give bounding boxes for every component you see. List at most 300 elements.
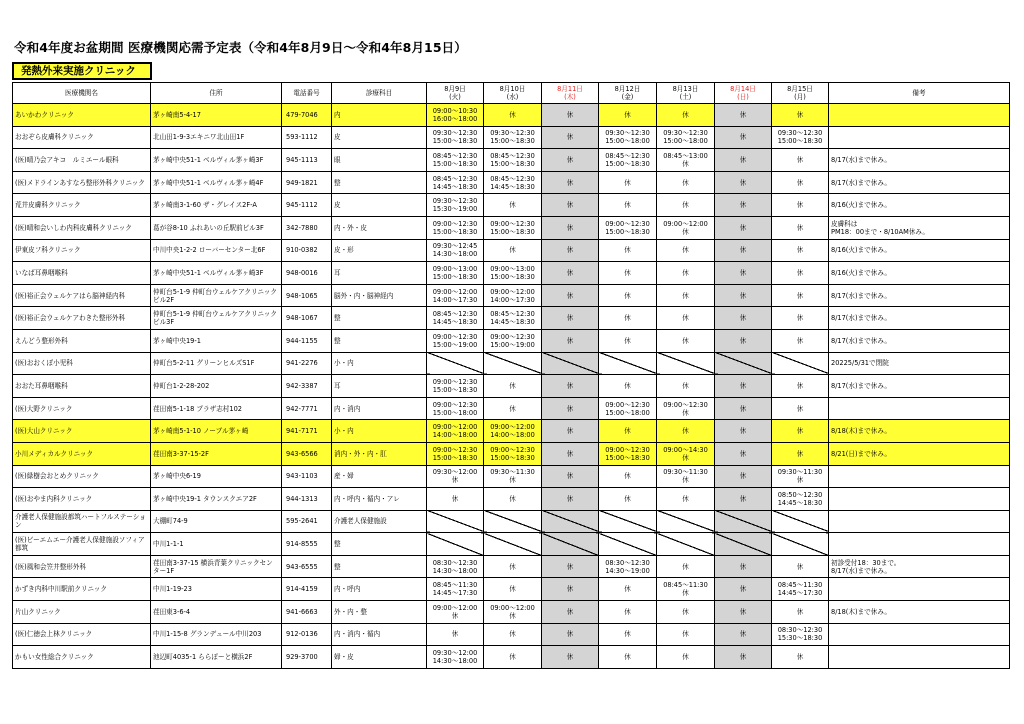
clinic-address: 茅ヶ崎中央51-1 ベルヴィル茅ヶ崎3F: [151, 262, 282, 285]
clinic-note: [829, 488, 1010, 511]
table-row: [13, 149, 1010, 172]
clinic-address: 茅ヶ崎南5-1-10 ノーブル茅ヶ崎: [151, 420, 282, 443]
day-hours: 休: [715, 126, 772, 149]
clinic-dept: 脳外・内・脳神経内: [332, 284, 427, 307]
day-hours: [427, 533, 484, 556]
day-hours: 休: [772, 420, 829, 443]
clinic-note: 8/18(木)まで休み。: [829, 420, 1010, 443]
day-hours: 休: [542, 488, 599, 511]
day-hours: 09:30～11:30 休: [484, 465, 542, 488]
day-hours: 休: [484, 488, 542, 511]
day-hours: 休: [715, 329, 772, 352]
day-hours: 09:30～12:45 14:30～18:00: [427, 239, 484, 262]
day-hours: 休: [657, 555, 715, 578]
day-hours: 休: [542, 601, 599, 624]
day-hours: 休: [657, 329, 715, 352]
clinic-address: 中川1-15-8 グランデュール中川203: [151, 623, 282, 646]
table-row: [13, 126, 1010, 149]
clinic-dept: 介護老人保健施設: [332, 510, 427, 533]
clinic-name: 伊東皮フ科クリニック: [13, 239, 151, 262]
clinic-note: 8/17(水)まで休み。: [829, 284, 1010, 307]
day-hours: [484, 533, 542, 556]
day-hours: 休: [427, 623, 484, 646]
day-hours: 休: [542, 284, 599, 307]
table-row: [13, 216, 1010, 239]
day-hours: 休: [484, 397, 542, 420]
day-hours: 休: [657, 623, 715, 646]
header-row: [13, 83, 1010, 104]
clinic-address: 仲町台1-2-28-202: [151, 375, 282, 398]
clinic-address: 仲町台5-1-9 仲町台ウェルケアクリニックビル2F: [151, 284, 282, 307]
clinic-name: えんどう整形外科: [13, 329, 151, 352]
day-hours: 休: [715, 375, 772, 398]
clinic-note: 8/18(木)まで休み。: [829, 601, 1010, 624]
header-day: 8月9日 (火): [427, 83, 484, 104]
day-hours: 09:00～12:30 15:00～19:00: [427, 329, 484, 352]
clinic-name: おおぞら皮膚科クリニック: [13, 126, 151, 149]
day-hours: [542, 533, 599, 556]
table-row: [13, 442, 1010, 465]
clinic-note: 8/17(水)まで休み。: [829, 375, 1010, 398]
day-hours: 休: [599, 239, 657, 262]
day-hours: 休: [542, 623, 599, 646]
clinic-tel: 943-1103: [282, 465, 332, 488]
day-hours: 休: [484, 104, 542, 127]
clinic-name: 荒井皮膚科クリニック: [13, 194, 151, 217]
day-hours: [542, 510, 599, 533]
clinic-address: 仲町台5-1-9 仲町台ウェルケアクリニックビル3F: [151, 307, 282, 330]
clinic-note: 初診受付18：30まで。 8/17(水)まで休み。: [829, 555, 1010, 578]
day-hours: 休: [484, 623, 542, 646]
day-hours: 08:45～12:30 14:45～18:30: [427, 307, 484, 330]
day-hours: 休: [484, 375, 542, 398]
day-hours: 休: [715, 104, 772, 127]
day-hours: 休: [599, 623, 657, 646]
day-hours: 休: [599, 307, 657, 330]
day-hours: 休: [542, 578, 599, 601]
clinic-address: 荏田南5-1-18 プラザ志村102: [151, 397, 282, 420]
day-hours: 09:00～12:00 14:00～17:30: [484, 284, 542, 307]
clinic-note: [829, 623, 1010, 646]
day-hours: 08:50～12:30 14:45～18:30: [772, 488, 829, 511]
clinic-tel: 479-7046: [282, 104, 332, 127]
day-hours: 09:00～13:00 15:00～18:30: [484, 262, 542, 285]
day-hours: 09:00～12:30 15:00～18:30: [427, 442, 484, 465]
clinic-address: 茅ヶ崎中央19-1 タウンスクエア2F: [151, 488, 282, 511]
day-hours: 09:30～11:30 休: [772, 465, 829, 488]
table-row: [13, 578, 1010, 601]
day-hours: 休: [715, 194, 772, 217]
clinic-name: (医)風和会笠井整形外科: [13, 555, 151, 578]
day-hours: 休: [599, 601, 657, 624]
clinic-dept: 外・内・整: [332, 601, 427, 624]
day-hours: 休: [484, 239, 542, 262]
day-hours: 休: [599, 194, 657, 217]
clinic-tel: 342-7880: [282, 216, 332, 239]
clinic-address: 茅ヶ崎中央19-1: [151, 329, 282, 352]
clinic-note: 8/21(日)まで休み。: [829, 442, 1010, 465]
clinic-address: 北山田1-9-3エキニワ北山田1F: [151, 126, 282, 149]
day-hours: 休: [715, 284, 772, 307]
day-hours: 休: [772, 284, 829, 307]
day-hours: 09:30～12:30 15:00～18:00: [599, 126, 657, 149]
day-hours: 08:30～12:30 14:30～18:00: [427, 555, 484, 578]
clinic-tel: 945-1112: [282, 194, 332, 217]
clinic-address: 大棚町74-9: [151, 510, 282, 533]
clinic-address: 池辺町4035-1 ららぽーと横浜2F: [151, 646, 282, 669]
clinic-note: 8/17(水)まで休み。: [829, 329, 1010, 352]
clinic-name: かずき内科中川駅前クリニック: [13, 578, 151, 601]
day-hours: [772, 533, 829, 556]
day-hours: 09:00～12:30 15:00～18:00: [599, 397, 657, 420]
clinic-address: 仲町台5-2-11 グリーンヒルズS1F: [151, 352, 282, 375]
day-hours: 09:30～11:30 休: [657, 465, 715, 488]
clinic-name: 介護老人保健施設都筑ハートフルステーション: [13, 510, 151, 533]
day-hours: 休: [657, 194, 715, 217]
day-hours: 休: [657, 601, 715, 624]
day-hours: 休: [657, 307, 715, 330]
day-hours: 休: [772, 149, 829, 172]
clinic-note: [829, 646, 1010, 669]
day-hours: [657, 352, 715, 375]
day-hours: 休: [599, 420, 657, 443]
header-address: 住所: [151, 83, 282, 104]
day-hours: 08:45～13:00 休: [657, 149, 715, 172]
day-hours: 09:30～12:00 休: [427, 465, 484, 488]
day-hours: 休: [542, 104, 599, 127]
clinic-name: (医)おやま内科クリニック: [13, 488, 151, 511]
day-hours: 08:45～12:30 15:00～18:30: [427, 149, 484, 172]
clinic-dept: 内: [332, 104, 427, 127]
day-hours: 休: [715, 646, 772, 669]
day-hours: 休: [657, 262, 715, 285]
day-hours: 休: [542, 442, 599, 465]
table-row: [13, 397, 1010, 420]
clinic-dept: 消内・外・内・肛: [332, 442, 427, 465]
clinic-tel: 945-1113: [282, 149, 332, 172]
section-label: 発熱外来実施クリニック: [12, 62, 152, 80]
day-hours: 休: [542, 171, 599, 194]
clinic-tel: 929-3700: [282, 646, 332, 669]
clinic-name: (医)おおくぼ小児科: [13, 352, 151, 375]
clinic-dept: 内・呼内・循内・アレ: [332, 488, 427, 511]
day-hours: 休: [715, 149, 772, 172]
day-hours: 休: [772, 216, 829, 239]
day-hours: 休: [715, 420, 772, 443]
day-hours: 09:00～12:00 休: [484, 601, 542, 624]
page-title: 令和4年度お盆期間 医療機関応需予定表（令和4年8月9日～令和4年8月15日）: [14, 40, 467, 55]
day-hours: 休: [542, 397, 599, 420]
day-hours: 休: [542, 216, 599, 239]
clinic-note: [829, 578, 1010, 601]
day-hours: 休: [542, 307, 599, 330]
clinic-dept: 内・消内: [332, 397, 427, 420]
day-hours: 休: [657, 646, 715, 669]
header-note: 備考: [829, 83, 1010, 104]
day-hours: 休: [542, 329, 599, 352]
clinic-address: 茅ヶ崎中央51-1 ベルヴィル茅ヶ崎3F: [151, 149, 282, 172]
day-hours: 09:00～12:00 休: [657, 216, 715, 239]
day-hours: 休: [542, 375, 599, 398]
clinic-note: 皮膚科は PM18：00まで・8/10AM休み。: [829, 216, 1010, 239]
clinic-note: 8/16(火)まで休み。: [829, 194, 1010, 217]
day-hours: 08:30～12:30 14:30～19:00: [599, 555, 657, 578]
day-hours: 休: [599, 284, 657, 307]
day-hours: 09:30～12:30 15:00～18:30: [427, 126, 484, 149]
header-name: 医療機関名: [13, 83, 151, 104]
clinic-dept: 整: [332, 307, 427, 330]
day-hours: 08:45～12:30 15:00～18:30: [599, 149, 657, 172]
table-row: [13, 623, 1010, 646]
header-day: 8月15日 (月): [772, 83, 829, 104]
day-hours: 休: [484, 194, 542, 217]
day-hours: 休: [772, 375, 829, 398]
day-hours: 休: [657, 420, 715, 443]
clinic-tel: 948-1067: [282, 307, 332, 330]
clinic-note: 20225/5/31で閉院: [829, 352, 1010, 375]
day-hours: 休: [542, 555, 599, 578]
day-hours: 休: [542, 239, 599, 262]
clinic-name: (医)裕正会ウェルケアはら脳神経内科: [13, 284, 151, 307]
day-hours: 休: [772, 601, 829, 624]
clinic-note: 8/17(水)まで休み。: [829, 307, 1010, 330]
day-hours: 休: [599, 171, 657, 194]
table-body: [13, 104, 1010, 669]
clinic-name: (医)晴乃会アキコ ルミエール眼科: [13, 149, 151, 172]
day-hours: 09:00～12:30 15:00～18:30: [484, 216, 542, 239]
day-hours: 09:00～14:30 休: [657, 442, 715, 465]
day-hours: 08:45～12:30 15:00～18:30: [484, 149, 542, 172]
day-hours: 休: [715, 216, 772, 239]
day-hours: 休: [657, 171, 715, 194]
day-hours: [599, 352, 657, 375]
clinic-address: 中川1-19-23: [151, 578, 282, 601]
clinic-tel: 941-2276: [282, 352, 332, 375]
clinic-tel: 943-6566: [282, 442, 332, 465]
day-hours: 09:00～12:30 15:00～18:30: [599, 442, 657, 465]
table-row: [13, 171, 1010, 194]
day-hours: 休: [484, 555, 542, 578]
clinic-tel: 949-1821: [282, 171, 332, 194]
header-day: 8月12日 (金): [599, 83, 657, 104]
clinic-name: かもい女性総合クリニック: [13, 646, 151, 669]
clinic-name: (医)メドラインあすなろ整形外科クリニック: [13, 171, 151, 194]
day-hours: 休: [542, 126, 599, 149]
clinic-dept: 整: [332, 533, 427, 556]
schedule-table: [12, 82, 1010, 669]
clinic-tel: 944-1313: [282, 488, 332, 511]
table-row: [13, 601, 1010, 624]
clinic-tel: 943-6555: [282, 555, 332, 578]
day-hours: 休: [542, 262, 599, 285]
clinic-tel: 593-1112: [282, 126, 332, 149]
clinic-dept: 耳: [332, 375, 427, 398]
clinic-address: 中川中央1-2-2 ローバーセンター北6F: [151, 239, 282, 262]
day-hours: 09:00～12:00 14:00～18:00: [484, 420, 542, 443]
day-hours: 休: [715, 262, 772, 285]
day-hours: 休: [657, 284, 715, 307]
clinic-note: 8/17(水)まで休み。: [829, 149, 1010, 172]
clinic-dept: 内・呼内: [332, 578, 427, 601]
day-hours: [715, 510, 772, 533]
day-hours: 休: [599, 375, 657, 398]
day-hours: [542, 352, 599, 375]
clinic-address: 茅ヶ崎南3-1-60 ザ・グレイス2F-A: [151, 194, 282, 217]
clinic-address: 茅ヶ崎中央51-1 ベルヴィル茅ヶ崎4F: [151, 171, 282, 194]
clinic-dept: 整: [332, 555, 427, 578]
clinic-dept: 整: [332, 171, 427, 194]
day-hours: 休: [715, 442, 772, 465]
clinic-address: 荏田東3-6-4: [151, 601, 282, 624]
day-hours: 09:00～12:00 休: [427, 601, 484, 624]
clinic-name: (医)仁徳会上林クリニック: [13, 623, 151, 646]
day-hours: 休: [599, 488, 657, 511]
table-row: [13, 194, 1010, 217]
clinic-note: [829, 397, 1010, 420]
day-hours: [599, 510, 657, 533]
clinic-tel: 948-1065: [282, 284, 332, 307]
day-hours: 休: [542, 465, 599, 488]
day-hours: 09:00～13:00 15:00～18:30: [427, 262, 484, 285]
day-hours: 09:30～12:30 15:00～18:00: [657, 126, 715, 149]
clinic-name: あいかわクリニック: [13, 104, 151, 127]
clinic-dept: 小・内: [332, 352, 427, 375]
header-day: 8月14日 (日): [715, 83, 772, 104]
clinic-note: 8/17(水)まで休み。: [829, 171, 1010, 194]
day-hours: [427, 352, 484, 375]
day-hours: 休: [542, 420, 599, 443]
table-row: [13, 488, 1010, 511]
day-hours: 休: [599, 329, 657, 352]
table-row: [13, 329, 1010, 352]
day-hours: [484, 510, 542, 533]
header-tel: 電話番号: [282, 83, 332, 104]
day-hours: 休: [772, 555, 829, 578]
clinic-name: (医)晴和会いしわ内科皮膚科クリニック: [13, 216, 151, 239]
day-hours: 休: [772, 194, 829, 217]
day-hours: 09:30～12:30 15:00～18:30: [772, 126, 829, 149]
day-hours: 09:00～12:30 15:00～18:30: [599, 216, 657, 239]
day-hours: 休: [715, 397, 772, 420]
clinic-note: [829, 465, 1010, 488]
day-hours: 08:45～12:30 14:45～18:30: [484, 307, 542, 330]
table-row: [13, 533, 1010, 556]
table-row: [13, 307, 1010, 330]
clinic-tel: 948-0016: [282, 262, 332, 285]
table-row: [13, 420, 1010, 443]
day-hours: [599, 533, 657, 556]
day-hours: 休: [715, 623, 772, 646]
day-hours: 休: [772, 171, 829, 194]
clinic-name: (医)大野クリニック: [13, 397, 151, 420]
day-hours: 休: [599, 578, 657, 601]
day-hours: 休: [772, 329, 829, 352]
day-hours: 休: [772, 262, 829, 285]
table-row: [13, 239, 1010, 262]
clinic-note: [829, 104, 1010, 127]
day-hours: 09:30～12:30 15:00～18:30: [484, 126, 542, 149]
clinic-address: 荏田南3-37-15 横浜青葉クリニックセンター1F: [151, 555, 282, 578]
clinic-tel: 914-8555: [282, 533, 332, 556]
day-hours: [657, 510, 715, 533]
table-row: [13, 646, 1010, 669]
day-hours: 09:00～12:30 15:00～18:00: [427, 397, 484, 420]
table-row: [13, 262, 1010, 285]
day-hours: 休: [715, 171, 772, 194]
day-hours: 休: [542, 149, 599, 172]
day-hours: 休: [599, 465, 657, 488]
day-hours: 09:00～12:30 15:00～19:00: [484, 329, 542, 352]
day-hours: 休: [772, 239, 829, 262]
day-hours: 休: [772, 646, 829, 669]
clinic-dept: 耳: [332, 262, 427, 285]
clinic-note: [829, 533, 1010, 556]
day-hours: 休: [772, 104, 829, 127]
day-hours: [772, 352, 829, 375]
day-hours: 08:45～11:30 14:45～17:30: [427, 578, 484, 601]
header-dept: 診療科目: [332, 83, 427, 104]
clinic-tel: 944-1155: [282, 329, 332, 352]
header-day: 8月10日 (水): [484, 83, 542, 104]
clinic-dept: 産・婦: [332, 465, 427, 488]
day-hours: [484, 352, 542, 375]
day-hours: 休: [599, 262, 657, 285]
day-hours: 休: [657, 104, 715, 127]
clinic-name: (医)裕正会ウェルケアわきた整形外科: [13, 307, 151, 330]
clinic-tel: 595-2641: [282, 510, 332, 533]
header-day: 8月11日 (木): [542, 83, 599, 104]
day-hours: 休: [542, 194, 599, 217]
clinic-tel: 942-3387: [282, 375, 332, 398]
day-hours: 休: [715, 601, 772, 624]
day-hours: 08:45～12:30 14:45～18:30: [484, 171, 542, 194]
day-hours: 09:00～12:30 15:00～18:30: [484, 442, 542, 465]
clinic-note: 8/16(火)まで休み。: [829, 262, 1010, 285]
table-row: [13, 104, 1010, 127]
day-hours: 09:00～12:00 14:00～18:00: [427, 420, 484, 443]
day-hours: 08:30～12:30 15:30～18:30: [772, 623, 829, 646]
day-hours: 09:00～12:30 15:00～18:30: [427, 375, 484, 398]
day-hours: 09:00～12:30 15:00～18:30: [427, 216, 484, 239]
clinic-name: 小川メディカルクリニック: [13, 442, 151, 465]
day-hours: 休: [484, 646, 542, 669]
clinic-tel: 914-4159: [282, 578, 332, 601]
day-hours: [657, 533, 715, 556]
clinic-address: 中川1-1-1: [151, 533, 282, 556]
day-hours: 休: [715, 465, 772, 488]
clinic-tel: 942-7771: [282, 397, 332, 420]
clinic-name: いなば耳鼻咽喉科: [13, 262, 151, 285]
day-hours: 休: [484, 578, 542, 601]
clinic-name: 片山クリニック: [13, 601, 151, 624]
day-hours: 休: [715, 488, 772, 511]
table-row: [13, 510, 1010, 533]
clinic-tel: 910-0382: [282, 239, 332, 262]
day-hours: 09:00～12:00 14:00～17:30: [427, 284, 484, 307]
day-hours: 09:30～12:30 15:30～19:00: [427, 194, 484, 217]
clinic-note: [829, 510, 1010, 533]
clinic-dept: 小・内: [332, 420, 427, 443]
day-hours: 休: [772, 307, 829, 330]
day-hours: 休: [715, 555, 772, 578]
day-hours: 休: [772, 442, 829, 465]
clinic-tel: 941-7171: [282, 420, 332, 443]
clinic-note: 8/16(火)まで休み。: [829, 239, 1010, 262]
table-row: [13, 284, 1010, 307]
day-hours: 休: [427, 488, 484, 511]
day-hours: 休: [657, 375, 715, 398]
clinic-tel: 941-6663: [282, 601, 332, 624]
